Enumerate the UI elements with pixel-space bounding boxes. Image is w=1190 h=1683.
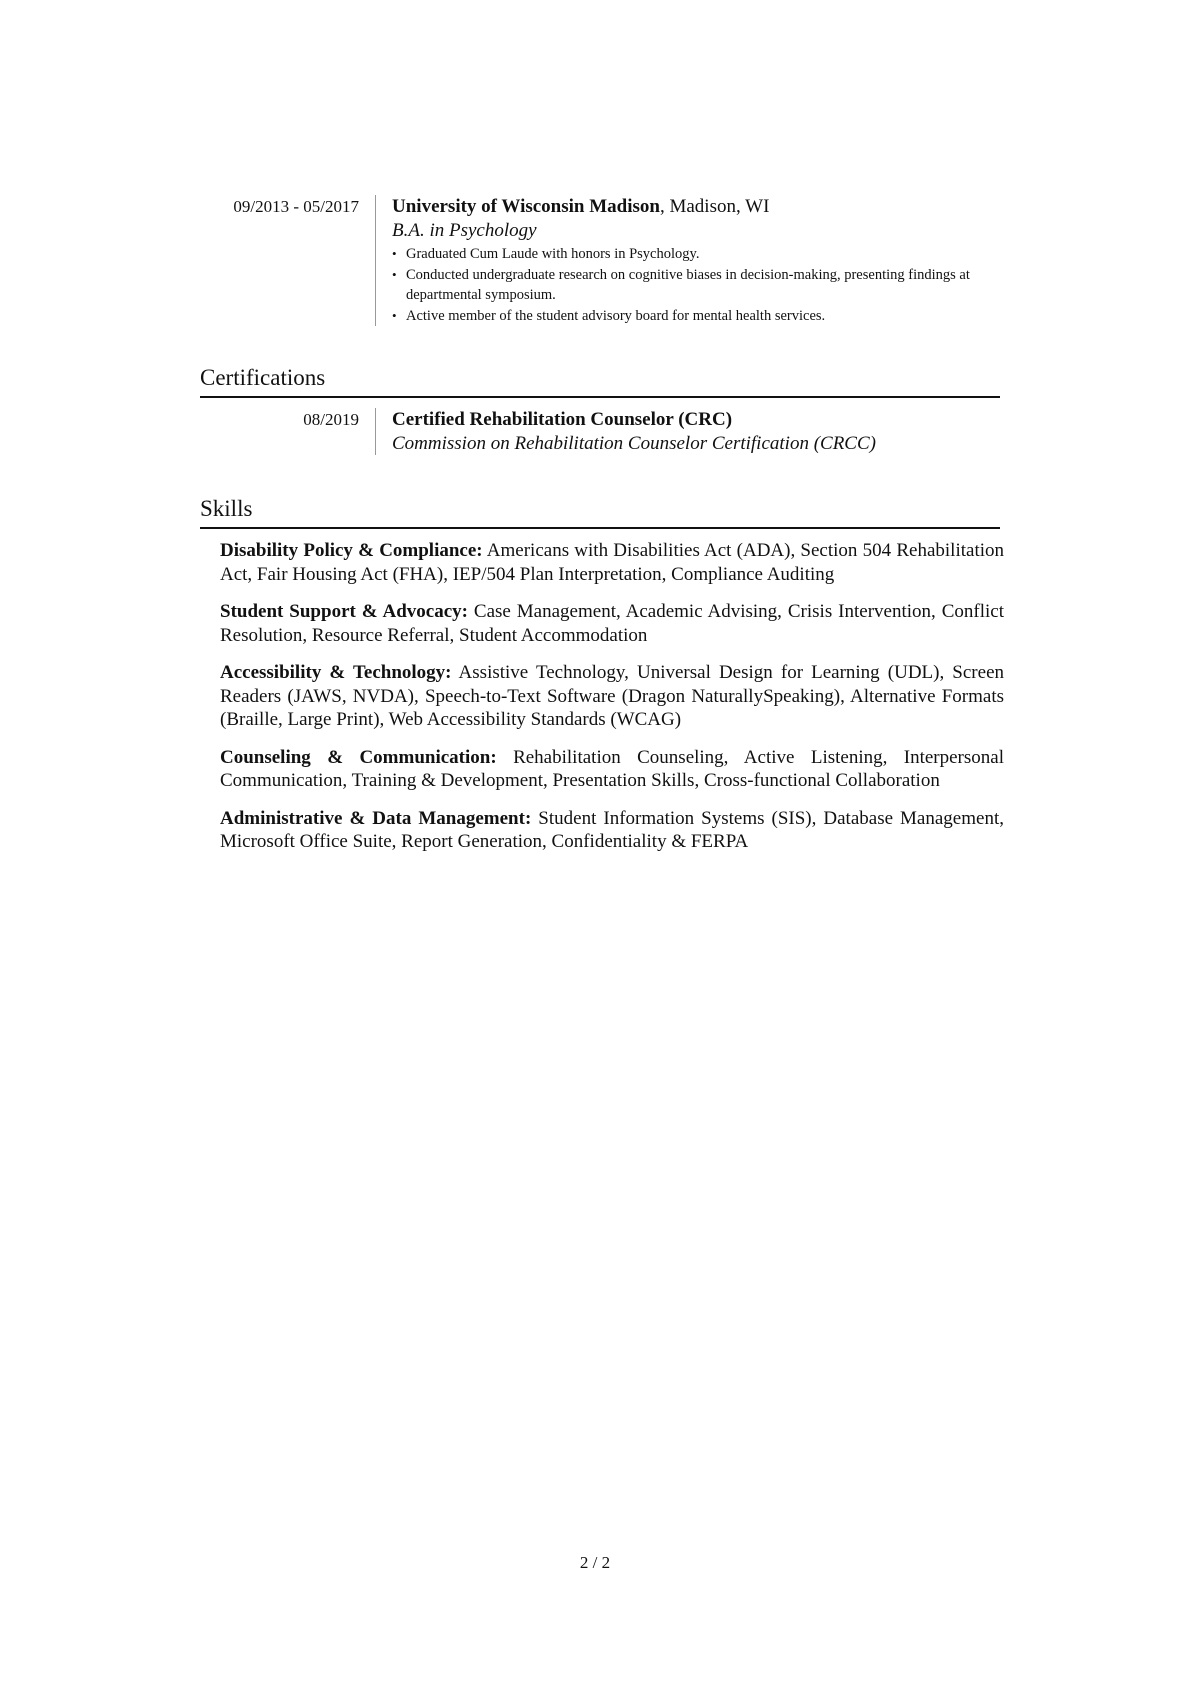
section-heading-certifications: Certifications: [200, 364, 1000, 398]
skill-text: Assistive Technology, Universal Design for Learning (UDL), Screen Readers (JAWS, NVDA), Speech-to-Text Software (Dragon NaturallySpeaking), Alternative Formats (Braille, Large Print), Web Accessibility Standards (WCAG): [220, 662, 1004, 730]
education-location: , Madison, WI: [659, 196, 770, 217]
skill-item: [220, 807, 1004, 854]
skill-text: Student Information Systems (SIS), Database Management, Microsoft Office Suite, Report Generation, Confidentiality & FERPA: [220, 807, 1004, 852]
skill-title: Administrative & Data Management:: [220, 807, 532, 829]
certification-title-line: [392, 408, 1000, 432]
skill-text: Case Management, Academic Advising, Crisis Intervention, Conflict Resolution, Resource Referral, Student Accommodation: [220, 601, 1004, 646]
certification-entry: [200, 408, 1000, 455]
list-item: • Graduated Cum Laude with honors in Psychology.: [392, 244, 1000, 265]
skill-text: Rehabilitation Counseling, Active Listening, Interpersonal Communication, Training & Development, Presentation Skills, Cross-functional Collaboration: [220, 746, 1004, 791]
skill-item: [220, 661, 1004, 732]
section-heading-skills: Skills: [200, 495, 1000, 529]
skill-title: Disability Policy & Compliance:: [220, 540, 483, 561]
skill-title: Counseling & Communication:: [220, 746, 497, 768]
skill-title: Student Support & Advocacy:: [220, 601, 468, 622]
skill-item: [220, 600, 1004, 647]
list-item: • Conducted undergraduate research on cognitive biases in decision-making, presenting findings at departmental symposium.: [392, 265, 1000, 306]
education-degree: B.A. in Psychology: [392, 220, 537, 241]
certification-title: Certified Rehabilitation Counselor (CRC): [392, 409, 733, 430]
education-bullets: [392, 244, 1000, 326]
skill-text: Americans with Disabilities Act (ADA), Section 504 Rehabilitation Act, Fair Housing Act (FHA), IEP/504 Plan Interpretation, Compliance Auditing: [220, 540, 1004, 585]
skill-item: [220, 539, 1004, 586]
list-item: • Active member of the student advisory board for mental health services.: [392, 306, 1000, 327]
skills-list: [220, 539, 1004, 868]
education-date: 09/2013 - 05/2017: [233, 197, 359, 216]
skill-title: Accessibility & Technology:: [220, 662, 452, 683]
certification-date: 08/2019: [303, 410, 359, 429]
skill-item: [220, 746, 1004, 793]
certification-body: [375, 408, 1000, 455]
education-body: [375, 195, 1000, 326]
education-heading-line: [392, 195, 1000, 219]
page-number: 2 / 2: [579, 1553, 611, 1572]
education-institution: University of Wisconsin Madison: [392, 196, 660, 217]
certification-issuer: Commission on Rehabilitation Counselor Certification (CRCC): [392, 433, 876, 454]
education-entry: [200, 195, 1000, 326]
